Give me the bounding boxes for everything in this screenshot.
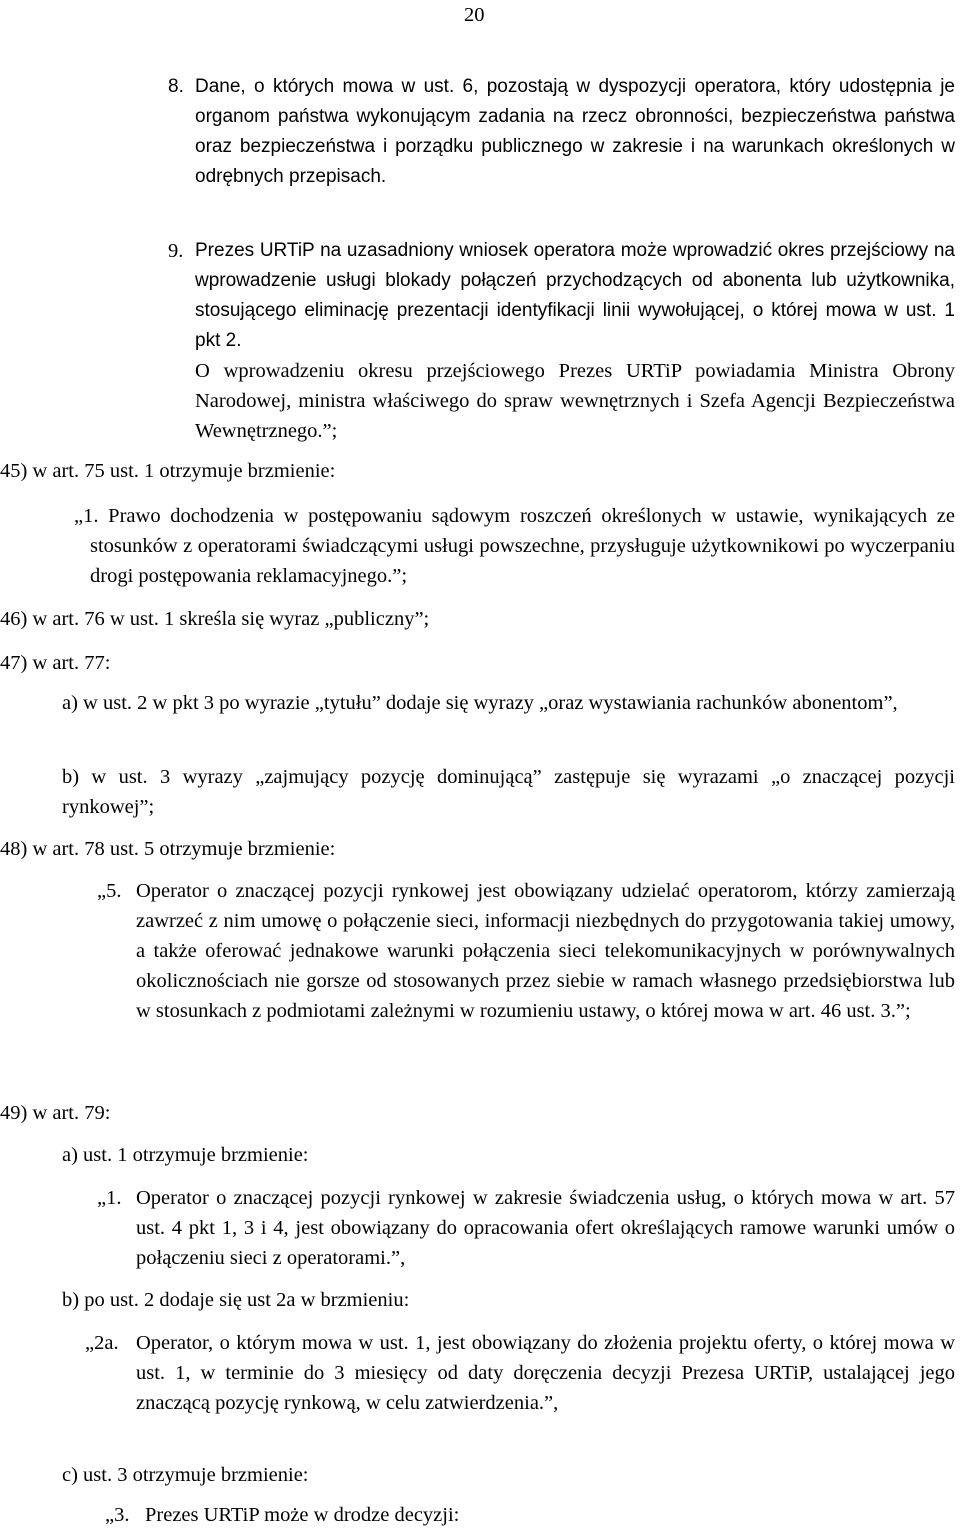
item-9-text-part1: Prezes URTiP na uzasadniony wniosek operatora może wprowadzić okres przejściowy na wprowadzenie usługi blokady połączeń przychodzących od abonenta lub użytkownika, stosującego eliminację prezentacji identyfikacji linii wywołującej, o której mowa w ust. 1 pkt 2.	[195, 240, 955, 351]
amendment-47-b: b) w ust. 3 wyrazy „zajmujący pozycję dominującą” zastępuje się wyrazami „o znaczącej pozycji rynkowej”;	[62, 766, 955, 818]
amendment-45-heading: 45) w art. 75 ust. 1 otrzymuje brzmienie:	[0, 460, 336, 482]
page-number: 20	[464, 4, 485, 26]
amendment-47-heading: 47) w art. 77:	[0, 652, 111, 674]
amendment-49-a-heading: a) ust. 1 otrzymuje brzmienie:	[62, 1144, 309, 1166]
amendment-49-b-heading: b) po ust. 2 dodaje się ust 2a w brzmieniu:	[62, 1289, 410, 1311]
item-8-number: 8.	[168, 76, 184, 97]
item-9-text-part2-content: O wprowadzeniu okresu przejściowego Prezes URTiP powiadamia Ministra Obrony Narodowej, ministra właściwego do spraw wewnętrznych i Szefa Agencji Bezpieczeństwa Wewnętrznego.”;	[195, 360, 955, 442]
amendment-49-c-number: „3.	[105, 1504, 130, 1526]
amendment-49-heading: 49) w art. 79:	[0, 1102, 111, 1124]
item-9-text-part2	[195, 356, 955, 446]
amendment-47-a: a) w ust. 2 w pkt 3 po wyrazie „tytułu” dodaje się wyrazy „oraz wystawiania rachunków abonentom”,	[62, 692, 898, 714]
amendment-46-heading: 46) w art. 76 w ust. 1 skreśla się wyraz „publiczny”;	[0, 608, 430, 630]
amendment-48-number: „5.	[97, 880, 122, 902]
amendment-49-b-text: Operator, o którym mowa w ust. 1, jest obowiązany do złożenia projektu oferty, o której mowa w ust. 1, w terminie do 3 miesięcy od daty doręczenia decyzji Prezesa URTiP, ustalającej jego znaczącą pozycję rynkową, w celu zatwierdzenia.”,	[136, 1332, 955, 1414]
amendment-48-heading: 48) w art. 78 ust. 5 otrzymuje brzmienie:	[0, 838, 336, 860]
amendment-48-text: Operator o znaczącej pozycji rynkowej jest obowiązany udzielać operatorom, którzy zamierzają zawrzeć z nim umowę o połączenie sieci, informacji niezbędnych do przygotowania takiej umowy, a także oferować jednakowe warunki połączenia sieci telekomunikacyjnych w porównywalnych okolicznościach nie gorsze od stosowanych przez siebie w ramach własnego przedsiębiorstwa lub w stosunkach z podmiotami zależnymi w rozumieniu ustawy, o której mowa w art. 46 ust. 3.”;	[136, 880, 955, 1022]
item-9-number: 9.	[168, 240, 184, 262]
amendment-45-content: „1. Prawo dochodzenia w postępowaniu sądowym roszczeń określonych w ustawie, wynikających ze stosunków z operatorami świadczącymi usługi powszechne, przysługuje użytkownikowi po wyczerpaniu drogi postępowania reklamacyjnego.”;	[74, 505, 955, 587]
amendment-49-b-number: „2a.	[85, 1332, 119, 1354]
amendment-49-c-text: Prezes URTiP może w drodze decyzji:	[145, 1504, 460, 1526]
amendment-45-text	[74, 501, 955, 591]
item-8-text: Dane, o których mowa w ust. 6, pozostają w dyspozycji operatora, który udostępnia je organom państwa wykonującym zadania na rzecz obronności, bezpieczeństwa państwa oraz bezpieczeństwa i porządku publicznego w zakresie i na warunkach określonych w odrębnych przepisach.	[195, 76, 955, 187]
amendment-49-c-heading: c) ust. 3 otrzymuje brzmienie:	[62, 1464, 309, 1486]
amendment-49-a-text: Operator o znaczącej pozycji rynkowej w zakresie świadczenia usług, o których mowa w art. 57 ust. 4 pkt 1, 3 i 4, jest obowiązany do opracowania ofert określających ramowe warunki umów o połączeniu sieci z operatorami.”,	[136, 1187, 955, 1269]
amendment-49-a-number: „1.	[97, 1187, 122, 1209]
